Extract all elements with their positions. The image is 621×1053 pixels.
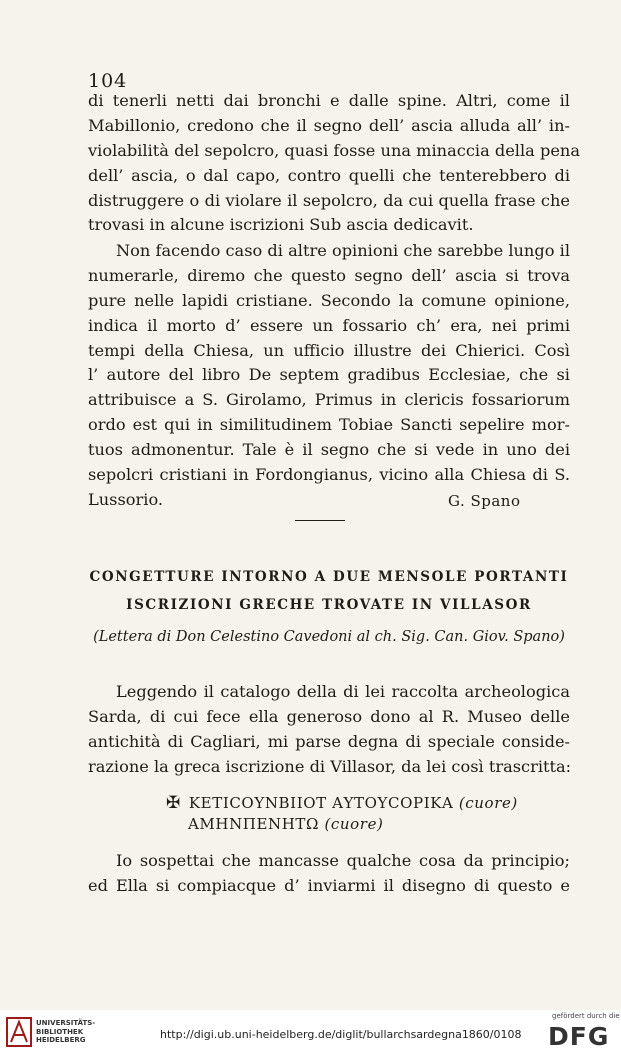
greek-text: ΚΕΤΙCΟΥΝΒΙΙΟΤ ΑΥΤΟΥCΟΡΙΚΑ	[188, 794, 454, 812]
text-line: ed Ella si compiacque d’ inviarmi il disegno di questo e	[88, 875, 570, 895]
text-line: dell’ ascia, o dal capo, contro quelli che tenterebbero di	[88, 165, 570, 185]
dfg-logo: DFG	[548, 1022, 610, 1051]
article-subtitle: (Lettera di Don Celestino Cavedoni al ch. Sig. Can. Giov. Spano)	[93, 629, 565, 645]
text-line: violabilità del sepolcro, quasi fosse una minaccia della pena	[88, 140, 580, 160]
funded-by-label: gefördert durch die	[552, 1012, 620, 1020]
inscription-note: (cuore)	[324, 815, 384, 833]
text-line: l’ autore del libro De septem gradibus Ecclesiae, che si	[88, 365, 570, 385]
greek-inscription-line-1	[166, 793, 518, 813]
library-line: BIBLIOTHEK	[36, 1027, 84, 1036]
section-divider	[295, 520, 345, 521]
text-line: ordo est qui in similitudinem Tobiae Sancti sepelire mor-	[88, 415, 570, 435]
source-url-link[interactable]: http://digi.ub.uni-heidelberg.de/diglit/bullarchsardegna1860/0108	[160, 1028, 522, 1041]
text-line: sepolcri cristiani in Fordongianus, vicino alla Chiesa di S.	[88, 465, 570, 485]
text-line: Io sospettai che mancasse qualche cosa da principio;	[116, 851, 570, 870]
greek-text: ΑΜΗΝΠΕΝΗΤΩ	[188, 815, 320, 833]
paragraph-2	[88, 239, 570, 513]
greek-inscription-line-2	[188, 815, 384, 833]
library-line: UNIVERSITÄTS-	[36, 1019, 96, 1027]
paragraph-1	[88, 89, 580, 238]
cross-icon: ✠	[166, 793, 181, 813]
text-line: Sarda, di cui fece ella generoso dono al R. Museo delle	[88, 706, 570, 726]
text-line: pure nelle lapidi cristiane. Secondo la comune opinione,	[88, 290, 570, 310]
library-name	[36, 1019, 95, 1045]
text-line: razione la greca iscrizione di Villasor, da lei così trascritta:	[88, 756, 572, 776]
text-line: Mabillonio, credono che il segno dell’ ascia alluda all’ in-	[88, 115, 570, 135]
signature: G. Spano	[448, 492, 521, 510]
text-line: Non facendo caso di altre opinioni che sarebbe lungo il	[116, 241, 570, 260]
text-line: tempi della Chiesa, un ufficio illustre dei Chierici. Così	[88, 340, 570, 360]
text-line: numerarle, diremo che questo segno dell’ ascia si trova	[88, 265, 570, 285]
text-line: tuos admonentur. Tale è il segno che si vede in uno dei	[88, 440, 570, 460]
article-title-line-1: CONGETTURE INTORNO A DUE MENSOLE PORTANTI	[89, 569, 569, 585]
text-line: distruggere o di violare il sepolcro, da cui quella frase che	[88, 190, 570, 210]
university-seal-icon	[6, 1017, 32, 1047]
text-line: trovasi in alcune iscrizioni Sub ascia dedicavit.	[88, 215, 474, 235]
library-line: HEIDELBERG	[36, 1036, 86, 1044]
inscription-note: (cuore)	[458, 794, 518, 812]
paragraph-3	[88, 680, 570, 780]
article-title-line-2: ISCRIZIONI GRECHE TROVATE IN VILLASOR	[126, 597, 532, 613]
text-line: attribuisce a S. Girolamo, Primus in clericis fossariorum	[88, 390, 570, 410]
text-line: antichità di Cagliari, mi parse degna di speciale conside-	[88, 731, 570, 751]
page-number: 104	[88, 70, 128, 92]
text-line: indica il morto d’ essere un fossario ch’ era, nei primi	[88, 315, 570, 335]
text-line: Leggendo il catalogo della di lei raccolta archeologica	[116, 682, 570, 701]
text-line: Lussorio.	[88, 489, 164, 509]
text-line: di tenerli netti dai bronchi e dalle spine. Altri, come il	[88, 91, 570, 110]
paragraph-4	[88, 849, 570, 899]
